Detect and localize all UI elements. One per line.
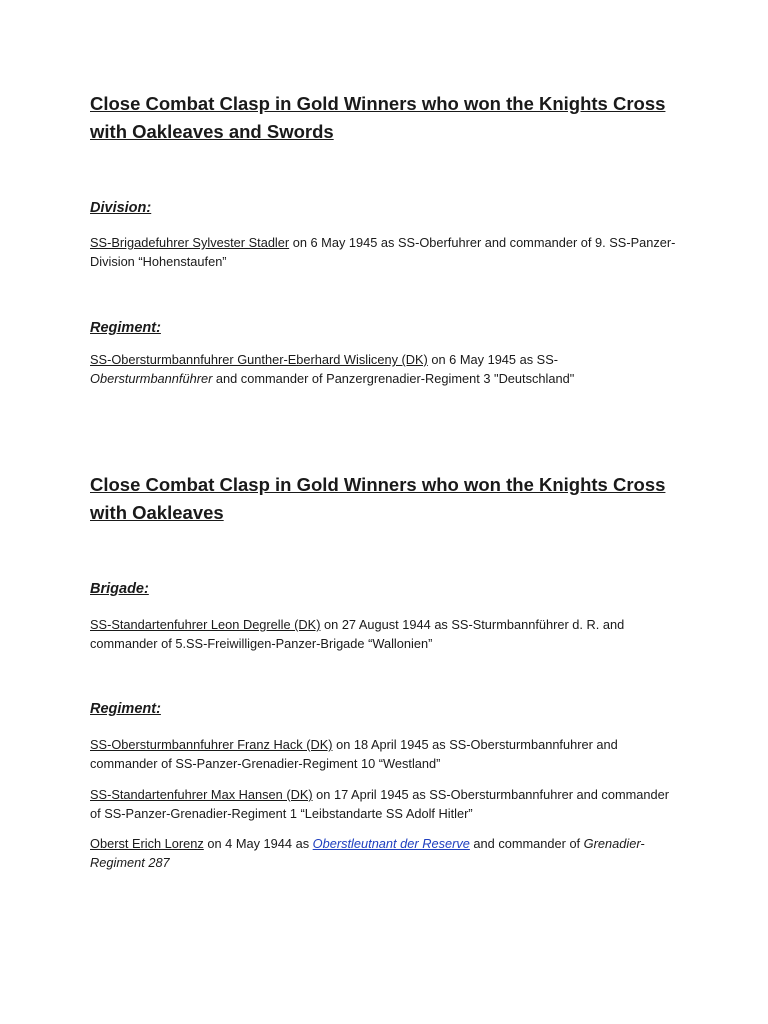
link-oberstleutnant-der-reserve[interactable]: Oberstleutnant der Reserve: [312, 836, 470, 851]
heading-brigade: Brigade:: [90, 581, 149, 597]
heading-division: Division:: [90, 200, 152, 216]
entry-name-stadler: SS-Brigadefuhrer Sylvester Stadler: [90, 235, 290, 250]
section-title-oakleaves: Close Combat Clasp in Gold Winners who won the Knights Cross with Oakleaves: [90, 474, 666, 523]
entry-name-lorenz: Oberst Erich Lorenz: [90, 836, 204, 851]
heading-regiment-1: Regiment:: [90, 320, 161, 336]
section-title-oakleaves-swords: Close Combat Clasp in Gold Winners who won the Knights Cross with Oakleaves and Swords: [90, 93, 666, 142]
entry-stadler: SS-Brigadefuhrer Sylvester Stadler on 6 May 1945 as SS-Oberfuhrer and commander of 9. SS-Panzer-Division “Hohenstaufen”: [90, 235, 676, 269]
heading-regiment-2: Regiment:: [90, 701, 161, 717]
entry-hack: SS-Obersturmbannfuhrer Franz Hack (DK) on 18 April 1945 as SS-Obersturmbannfuhrer and commander of SS-Panzer-Grenadier-Regiment 10 “Westland”: [90, 737, 618, 771]
entry-wisliceny: SS-Obersturmbannfuhrer Gunther-Eberhard Wisliceny (DK) on 6 May 1945 as SS-Obersturmbannführer and commander of Panzergrenadier-Regiment 3 "Deutschland": [90, 352, 575, 386]
entry-name-wisliceny: SS-Obersturmbannfuhrer Gunther-Eberhard Wisliceny (DK): [90, 352, 428, 367]
entry-name-hack: SS-Obersturmbannfuhrer Franz Hack (DK): [90, 737, 333, 752]
entry-lorenz: Oberst Erich Lorenz on 4 May 1944 as Oberstleutnant der Reserve and commander of Grenadier-Regiment 287: [90, 836, 645, 870]
entry-name-hansen: SS-Standartenfuhrer Max Hansen (DK): [90, 787, 313, 802]
entry-degrelle: SS-Standartenfuhrer Leon Degrelle (DK) on 27 August 1944 as SS-Sturmbannführer d. R. and commander of 5.SS-Freiwilligen-Panzer-Brigade “Wallonien”: [90, 617, 625, 651]
entry-name-degrelle: SS-Standartenfuhrer Leon Degrelle (DK): [90, 617, 321, 632]
entry-hansen: SS-Standartenfuhrer Max Hansen (DK) on 17 April 1945 as SS-Obersturmbannfuhrer and commander of SS-Panzer-Grenadier-Regiment 1 “Leibstandarte SS Adolf Hitler”: [90, 787, 670, 821]
